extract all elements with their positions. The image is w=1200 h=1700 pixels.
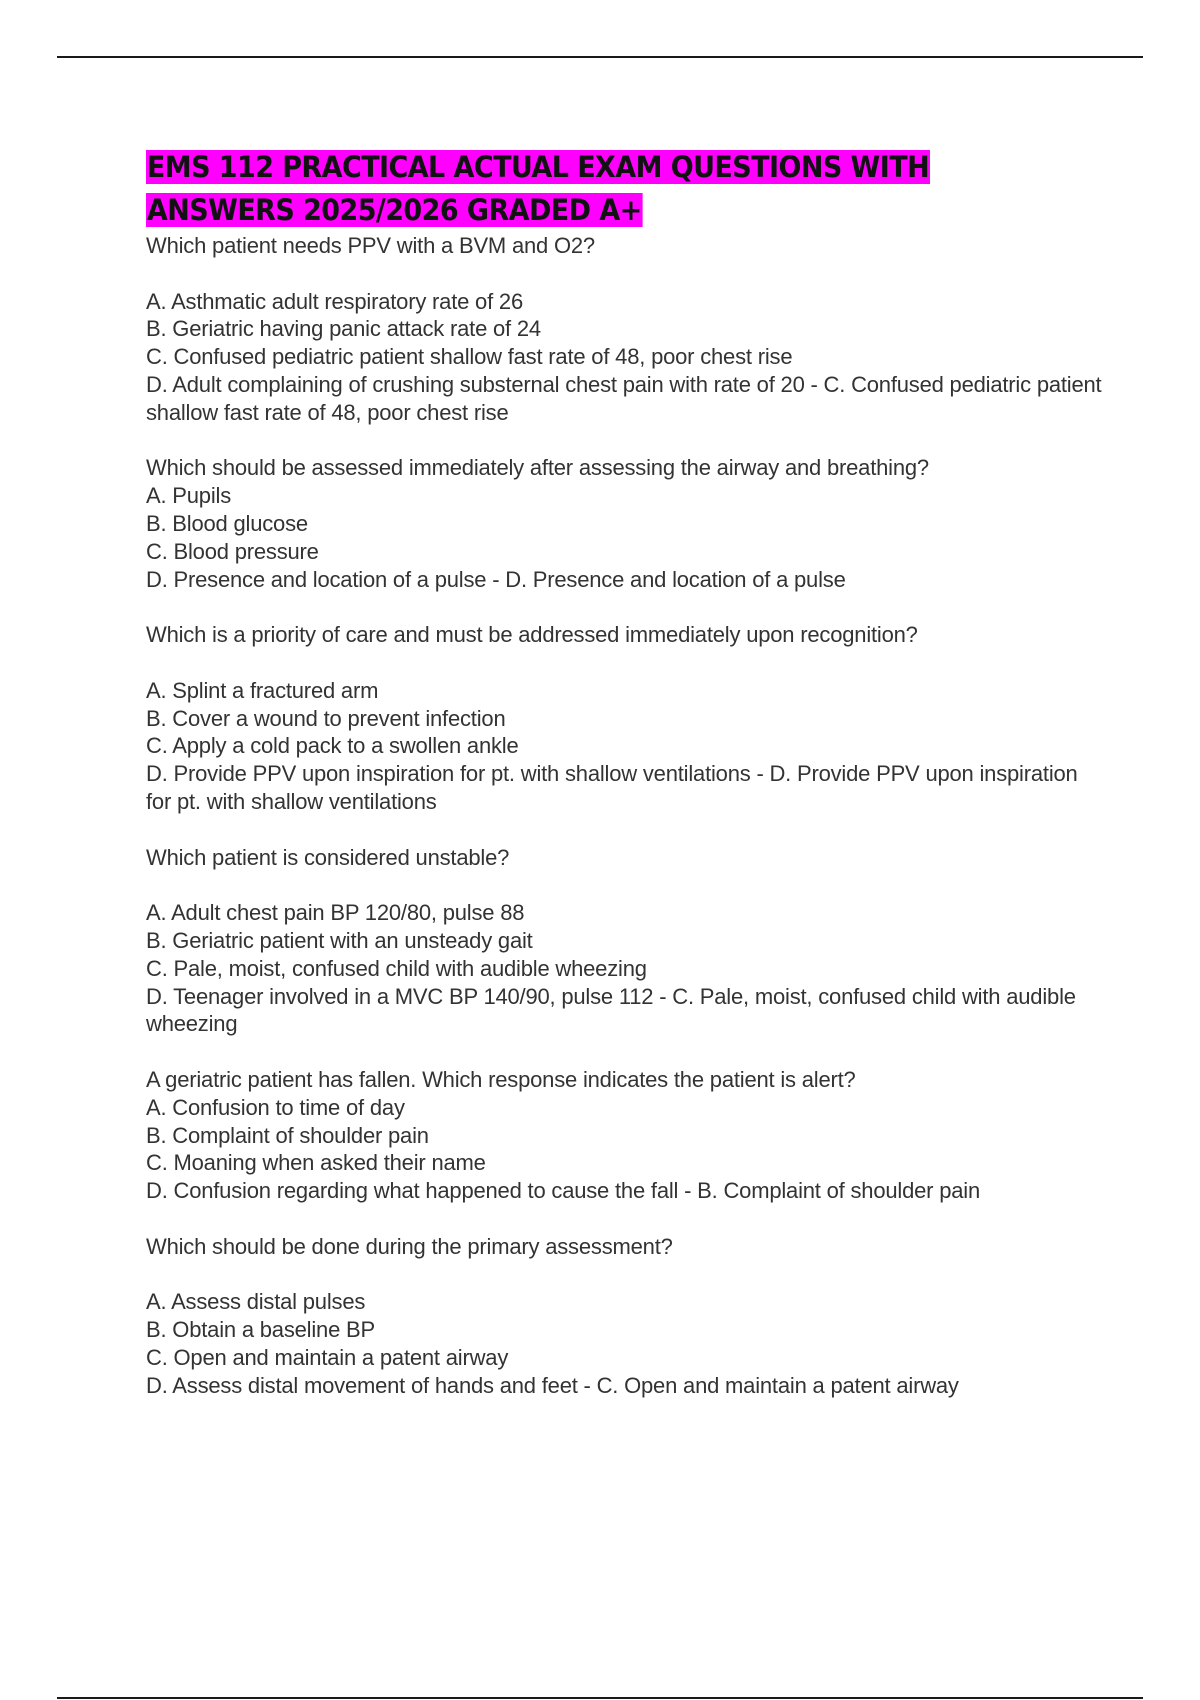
option-d-with-answer: D. Teenager involved in a MVC BP 140/90, pulse 112 - C. Pale, moist, confused child with audible wheezing: [146, 983, 1076, 1037]
option-a: A. Pupils: [146, 483, 232, 509]
title-highlight: [146, 150, 930, 227]
document-title: [146, 146, 1076, 232]
question-text: Which should be assessed immediately after assessing the airway and breathing?: [146, 455, 929, 481]
question-block-6: [146, 1233, 1106, 1400]
option-a: A. Assess distal pulses: [146, 1289, 366, 1315]
option-a: A. Asthmatic adult respiratory rate of 26: [146, 288, 523, 314]
question-text: A geriatric patient has fallen. Which response indicates the patient is alert?: [146, 1066, 856, 1092]
option-c: C. Apply a cold pack to a swollen ankle: [146, 733, 519, 759]
header-rule: [57, 56, 1143, 58]
option-b: B. Cover a wound to prevent infection: [146, 705, 506, 731]
option-c: C. Moaning when asked their name: [146, 1150, 486, 1176]
question-text: Which should be done during the primary assessment?: [146, 1233, 673, 1259]
title-line-2: ANSWERS 2025/2026 GRADED A+: [146, 193, 642, 227]
question-text: Which is a priority of care and must be addressed immediately upon recognition?: [146, 622, 918, 648]
title-line-1: EMS 112 PRACTICAL ACTUAL EXAM QUESTIONS WITH: [146, 150, 930, 184]
option-b: B. Obtain a baseline BP: [146, 1317, 375, 1343]
option-c: C. Confused pediatric patient shallow fast rate of 48, poor chest rise: [146, 344, 793, 370]
option-b: B. Geriatric patient with an unsteady gait: [146, 927, 533, 953]
option-a: A. Adult chest pain BP 120/80, pulse 88: [146, 900, 525, 926]
document-body: [146, 146, 1106, 1399]
option-d-with-answer: D. Adult complaining of crushing substernal chest pain with rate of 20 - C. Confused pediatric patient shallow fast rate of 48, poor chest rise: [146, 371, 1102, 425]
option-d-with-answer: D. Presence and location of a pulse - D. Presence and location of a pulse: [146, 566, 846, 592]
option-d-with-answer: D. Confusion regarding what happened to cause the fall - B. Complaint of shoulder pain: [146, 1178, 980, 1204]
footer-rule: [57, 1697, 1143, 1699]
question-block-4: [146, 844, 1106, 1039]
option-d-with-answer: D. Assess distal movement of hands and feet - C. Open and maintain a patent airway: [146, 1372, 959, 1398]
question-block-3: [146, 621, 1106, 816]
option-b: B. Blood glucose: [146, 510, 308, 536]
question-block-5: [146, 1066, 1106, 1205]
option-c: C. Pale, moist, confused child with audible wheezing: [146, 955, 647, 981]
question-block-2: [146, 454, 1106, 593]
option-b: B. Complaint of shoulder pain: [146, 1122, 429, 1148]
option-a: A. Splint a fractured arm: [146, 677, 379, 703]
option-b: B. Geriatric having panic attack rate of 24: [146, 316, 541, 342]
option-d-with-answer: D. Provide PPV upon inspiration for pt. with shallow ventilations - D. Provide PPV upon inspiration for pt. with shallow ventilations: [146, 761, 1078, 814]
question-text: Which patient needs PPV with a BVM and O2?: [146, 233, 595, 258]
option-a: A. Confusion to time of day: [146, 1094, 405, 1120]
question-text: Which patient is considered unstable?: [146, 844, 510, 870]
option-c: C. Blood pressure: [146, 538, 319, 564]
question-block-1: [146, 232, 1106, 427]
option-c: C. Open and maintain a patent airway: [146, 1344, 509, 1370]
